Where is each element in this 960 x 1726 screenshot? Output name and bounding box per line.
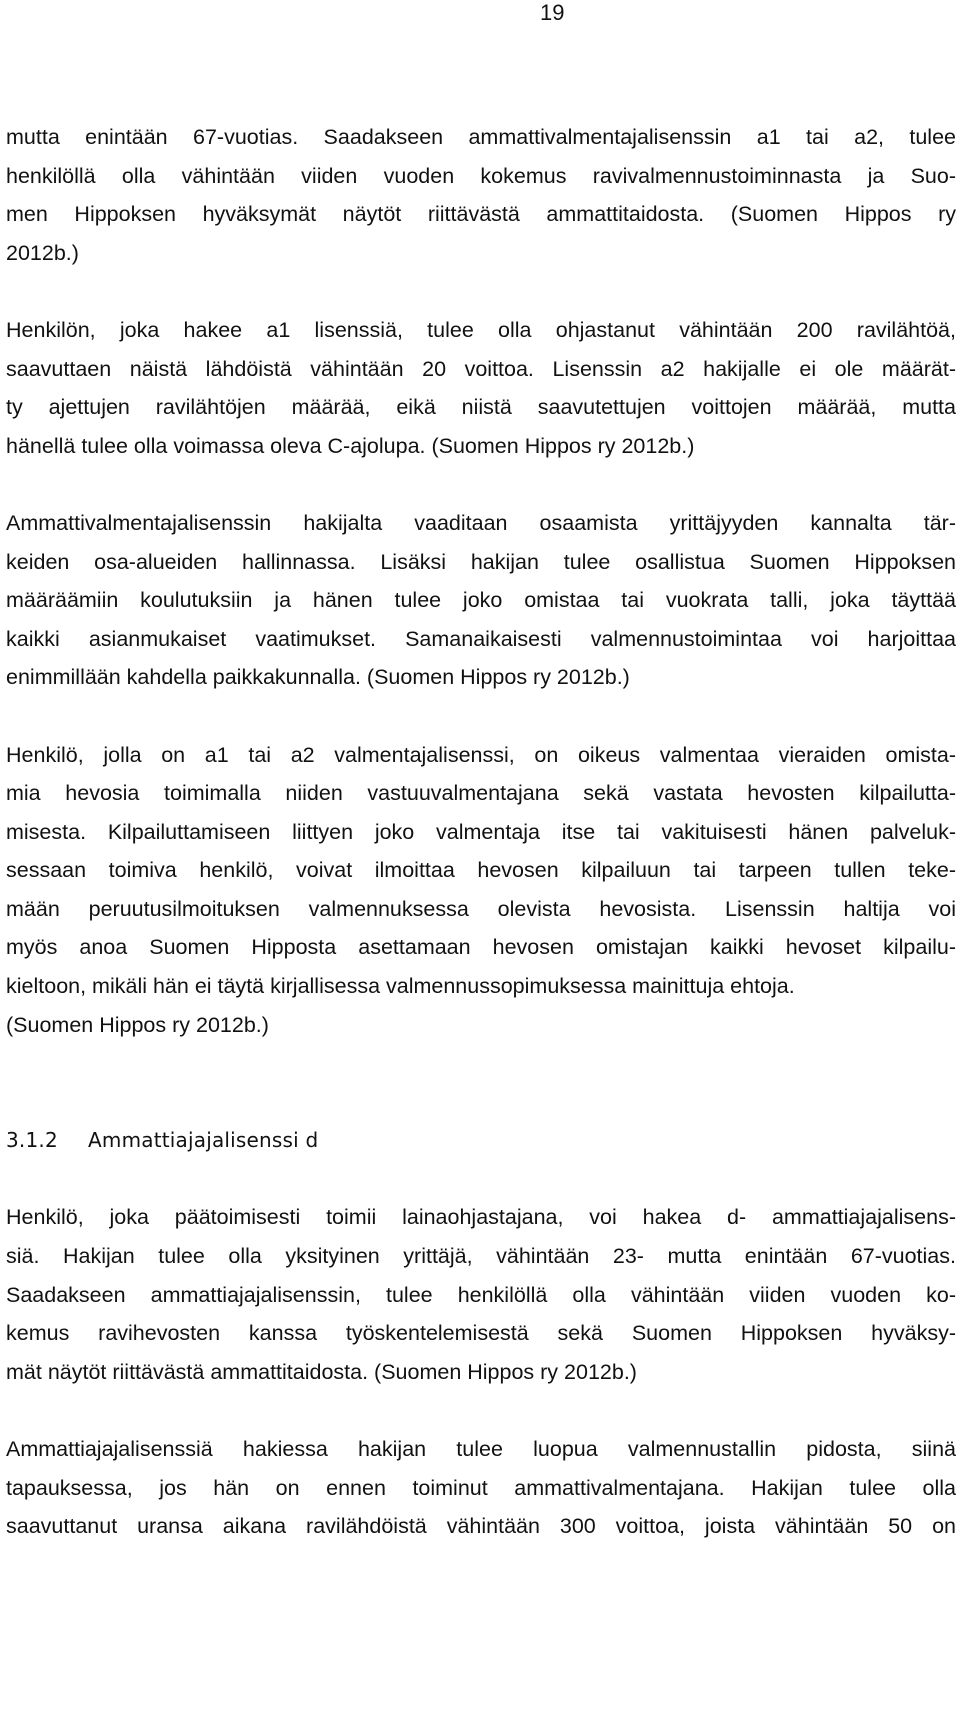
text-line: mät näytöt riittävästä ammattitaidosta. (Suomen Hippos ry 2012b.)	[6, 1359, 637, 1384]
text-line: hänellä tulee olla voimassa oleva C-ajolupa. (Suomen Hippos ry 2012b.)	[6, 433, 695, 458]
text-line: Henkilö, joka päätoimisesti toimii lainaohjastajana, voi hakea d- ammattiajajalisens-	[6, 1205, 956, 1230]
text-line: mutta enintään 67-vuotias. Saadakseen ammattivalmentajalisenssin a1 tai a2, tulee	[6, 125, 956, 149]
text-line: henkilöllä olla vähintään viiden vuoden kokemus ravivalmennustoiminnasta ja Suo-	[6, 163, 956, 188]
text-line: mään peruutusilmoituksen valmennuksessa olevista hevosista. Lisenssin haltija voi	[6, 896, 956, 921]
text-line: 2012b.)	[6, 240, 79, 265]
text-line: mia hevosia toimimalla niiden vastuuvalmentajana sekä vastata hevosten kilpailutta-	[6, 781, 956, 806]
text-line: kemus ravihevosten kanssa työskentelemisestä sekä Suomen Hippoksen hyväksy-	[6, 1321, 956, 1346]
text-line: Henkilön, joka hakee a1 lisenssiä, tulee olla ohjastanut vähintään 200 ravilähtöä,	[6, 317, 956, 342]
paragraph	[6, 1198, 956, 1391]
text-line: kaikki asianmukaiset vaatimukset. Samanaikaisesti valmennustoimintaa voi harjoittaa	[6, 626, 956, 651]
text-line: Henkilö, jolla on a1 tai a2 valmentajalisenssi, on oikeus valmentaa vieraiden omista-	[6, 742, 956, 767]
text-line: myös anoa Suomen Hipposta asettamaan hevosen omistajan kaikki hevoset kilpailu-	[6, 935, 956, 960]
page-number: 19	[540, 0, 565, 25]
paragraph	[6, 504, 956, 697]
text-line: sessaan toimiva henkilö, voivat ilmoittaa hevosen kilpailuun tai tarpeen tullen teke-	[6, 858, 956, 883]
text-line: kieltoon, mikäli hän ei täytä kirjallisessa valmennussopimuksessa mainittuja ehtoja.	[6, 974, 795, 999]
paragraph	[6, 311, 956, 465]
section-title: Ammattiajajalisenssi d	[88, 1128, 319, 1153]
text-line: keiden osa-alueiden hallinnassa. Lisäksi hakijan tulee osallistua Suomen Hippoksen	[6, 549, 956, 574]
text-line: (Suomen Hippos ry 2012b.)	[6, 1012, 269, 1037]
text-line: tapauksessa, jos hän on ennen toiminut ammattivalmentajana. Hakijan tulee olla	[6, 1475, 956, 1500]
text-line: misesta. Kilpailuttamiseen liittyen joko valmentaja itse tai vakituisesti hänen palveluk-	[6, 819, 956, 844]
text-line: Saadakseen ammattiajajalisenssin, tulee henkilöllä olla vähintään viiden vuoden ko-	[6, 1282, 956, 1307]
paragraph	[6, 736, 956, 1045]
text-line: ty ajettujen ravilähtöjen määrää, eikä niistä saavutettujen voittojen määrää, mutta	[6, 395, 956, 420]
section-number: 3.1.2	[6, 1128, 58, 1153]
text-line: saavuttanut uransa aikana ravilähdöistä vähintään 300 voittoa, joista vähintään 50 on	[6, 1514, 956, 1539]
text-line: määräämiin koulutuksiin ja hänen tulee joko omistaa tai vuokrata talli, joka täyttää	[6, 588, 956, 613]
text-line: men Hippoksen hyväksymät näytöt riittävästä ammattitaidosta. (Suomen Hippos ry	[6, 202, 956, 227]
document-body	[6, 118, 956, 1546]
section-heading	[6, 1121, 956, 1160]
text-line: saavuttaen näistä lähdöistä vähintään 20 voittoa. Lisenssin a2 hakijalle ei ole määrät-	[6, 356, 956, 381]
paragraph	[6, 118, 956, 272]
paragraph	[6, 1430, 956, 1546]
text-line: Ammattiajajalisenssiä hakiessa hakijan tulee luopua valmennustallin pidosta, siinä	[6, 1437, 956, 1461]
text-line: enimmillään kahdella paikkakunnalla. (Suomen Hippos ry 2012b.)	[6, 665, 630, 690]
text-line: siä. Hakijan tulee olla yksityinen yrittäjä, vähintään 23- mutta enintään 67-vuotias.	[6, 1244, 956, 1269]
text-line: Ammattivalmentajalisenssin hakijalta vaaditaan osaamista yrittäjyyden kannalta tär-	[6, 510, 956, 535]
